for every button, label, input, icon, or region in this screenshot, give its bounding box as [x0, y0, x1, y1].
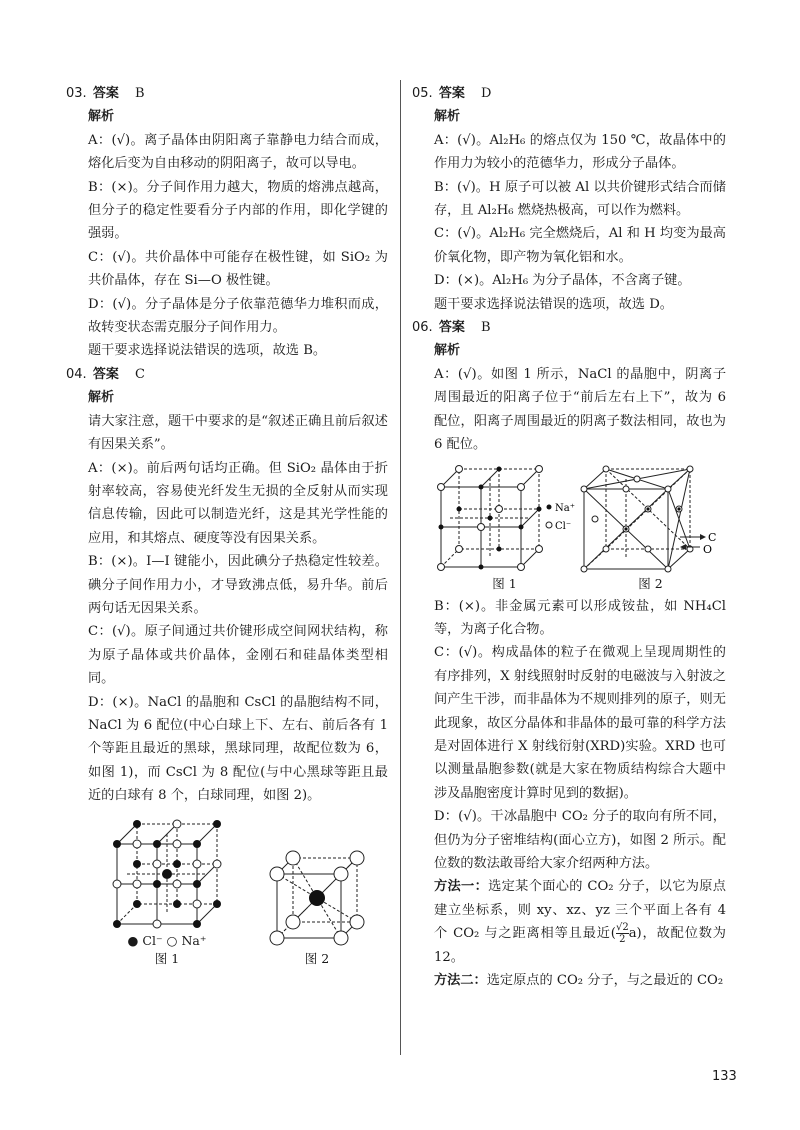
- q06-fig1-na-label: Na⁺: [554, 502, 575, 514]
- q05-header: [412, 82, 726, 105]
- q03-analysis-label: 解析: [88, 109, 115, 125]
- q04-line-a: A：(×)。前后两句话均正确。但 SiO₂ 晶体由于折射率较高，容易使光纤发生无损的全反射从而实现信息传输，因此可以制造光纤，这是其光学性能的应用，和其熔点、硬度等没有因果关系。: [88, 460, 388, 546]
- nacl-cell-diagram: [107, 814, 227, 932]
- q06-figure-2: [576, 463, 726, 593]
- q06-line-d: D：(√)。干冰晶胞中 CO₂ 分子的取向有所不同，但仍为分子密堆结构(面心立方)，如图 2 所示。配位数的数法敢哥给大家介绍两种方法。: [434, 809, 726, 871]
- fraction-numerator: √2: [615, 922, 629, 934]
- q06-answer-label: 答案: [438, 320, 465, 336]
- q06-fig2-o-label: O: [702, 542, 712, 556]
- fraction-denominator: 2: [619, 934, 626, 946]
- q03-line-a: A：(√)。离子晶体由阴阳离子靠静电力结合而成，熔化后变为自由移动的阴阳离子，故可以导电。: [88, 132, 388, 172]
- q06-number: 06.: [412, 320, 433, 336]
- q04-header: [66, 363, 388, 386]
- q03-line-d: D：(√)。分子晶体是分子依靠范德华力堆积而成，故转变状态需克服分子间作用力。: [88, 296, 388, 336]
- q05-answer: D: [480, 86, 492, 101]
- q04-note: 请大家注意，题干中要求的是“叙述正确且前后叙述有因果关系”。: [88, 413, 388, 453]
- q04-line-d: D：(×)。NaCl 的晶胞和 CsCl 的晶胞结构不同，NaCl 为 6 配位(中心白球上下、左右、前后各有 1 个等距且最近的黑球，黑球同理，故配位数为 6，如图 1)，而 CsCl 为 8 配位(与中心黑球等距且最近的白球有 8 个，白球同理，如图 2)。: [88, 694, 388, 804]
- q03-line-b: B：(×)。分子间作用力越大，物质的熔沸点越高，但分子的稳定性要看分子内部的作用，即化学键的强弱。: [88, 179, 388, 242]
- q06-fig1-cl-label: Cl⁻: [554, 520, 571, 532]
- q06-figures: [434, 463, 726, 593]
- nacl-cell-diagram-2: [435, 463, 575, 575]
- q06-figure-2-caption: 图 2: [638, 575, 663, 591]
- q04-figure-2-caption: 图 2: [304, 950, 330, 966]
- q04-answer-label: 答案: [92, 366, 119, 382]
- q06-method-1-label: 方法一：: [434, 879, 489, 895]
- dry-ice-cell-diagram: [576, 463, 726, 575]
- q06-method-1-text-a: 选定某个面心的 CO₂ 分子，以它为原点建立坐标系，则 xy、xz、yz 三个平面上各有 4 个 CO₂ 与之距离相等且最近(: [434, 879, 726, 942]
- right-column: [412, 82, 726, 992]
- q03-line-c: C：(√)。共价晶体中可能存在极性键，如 SiO₂ 为共价晶体，存在 Si—O 极性键。: [88, 249, 388, 289]
- q06-answer: B: [480, 320, 491, 336]
- q05-line-a: A：(√)。Al₂H₆ 的熔点仅为 150 ℃，故晶体中的作用力为较小的范德华力，形成分子晶体。: [434, 132, 726, 172]
- page-number: 133: [712, 1069, 737, 1084]
- q03-answer: B: [134, 86, 145, 101]
- q06-method-2: [434, 969, 726, 992]
- q04-analysis-label: 解析: [88, 390, 115, 406]
- sqrt2-over-2-fraction: [616, 922, 629, 945]
- q06-method-2-text: 选定原点的 CO₂ 分子，与之最近的 CO₂: [486, 973, 724, 988]
- q04-number: 04.: [66, 366, 87, 382]
- q06-method-2-label: 方法二：: [434, 973, 487, 988]
- q03-conclusion: 题干要求选择说法错误的选项，故选 B。: [88, 343, 327, 359]
- q06-method-1-text-b: a)，故配位数为 12。: [434, 926, 726, 965]
- q05-line-b: B：(√)。H 原子可以被 Al 以共价键形式结合而储存，且 Al₂H₆ 燃烧热极高，可以作为燃料。: [434, 179, 726, 219]
- q03-header: [66, 82, 388, 105]
- q04-line-c: C：(√)。原子间通过共价键形成空间网状结构，称为原子晶体或共价晶体，金刚石和硅晶体类型相同。: [88, 624, 388, 687]
- q04-figures: [88, 814, 388, 968]
- q05-line-d: D：(×)。Al₂H₆ 为分子晶体，不含离子键。: [434, 273, 691, 289]
- q04-figure-1: [107, 814, 227, 968]
- cscl-cell-diagram: [265, 846, 369, 950]
- q05-conclusion: 题干要求选择说法错误的选项，故选 D。: [434, 296, 673, 312]
- q05-number: 05.: [412, 86, 433, 101]
- q04-figure-1-caption: 图 1: [154, 950, 180, 966]
- q06-figure-1: [435, 463, 575, 593]
- q06-fig2-c-label: C: [707, 530, 716, 544]
- q03-answer-label: 答案: [92, 86, 119, 101]
- column-divider: [400, 80, 401, 1055]
- q06-line-a: A：(√)。如图 1 所示，NaCl 的晶胞中，阴离子周围最近的阳离子位于“前后左右上下”，故为 6 配位，阳离子周围最近的阴离子数法相同，故也为 6 配位。: [434, 366, 726, 453]
- q04-figure-2: [265, 846, 369, 968]
- q06-figure-1-caption: 图 1: [492, 575, 517, 591]
- q04-answer: C: [134, 366, 145, 382]
- q05-answer-label: 答案: [438, 86, 465, 101]
- q06-method-1: [434, 875, 726, 969]
- left-column: [66, 82, 388, 970]
- q06-line-c: C：(√)。构成晶体的粒子在微观上呈现周期性的有序排列，X 射线照射时反射的电磁波与入射波之间产生干涉，而非晶体为不规则排列的原子，则无此现象，故区分晶体和非晶体的最可靠的科学方法是对固体进行 X 射线衍射(XRD)实验。XRD 也可以测量晶胞参数(就是大家在物质结构综合大题中涉及晶胞密度计算时见到的数据)。: [434, 645, 726, 801]
- q05-line-c: C：(√)。Al₂H₆ 完全燃烧后，Al 和 H 均变为最高价氧化物，即产物为氧化铝和水。: [434, 226, 726, 265]
- q04-line-b: B：(×)。I—I 键能小，因此碘分子热稳定性较差。碘分子间作用力小，才导致沸点低，易升华。前后两句话无因果关系。: [88, 554, 388, 616]
- q04-figure-1-legend: ● Cl⁻ ○ Na⁺: [127, 932, 207, 948]
- q06-analysis-label: 解析: [434, 343, 461, 359]
- q06-line-b: B：(×)。非金属元素可以形成铵盐，如 NH₄Cl 等，为离子化合物。: [434, 598, 726, 637]
- q06-header: [412, 316, 726, 339]
- q05-analysis-label: 解析: [434, 109, 461, 125]
- q03-number: 03.: [66, 86, 87, 101]
